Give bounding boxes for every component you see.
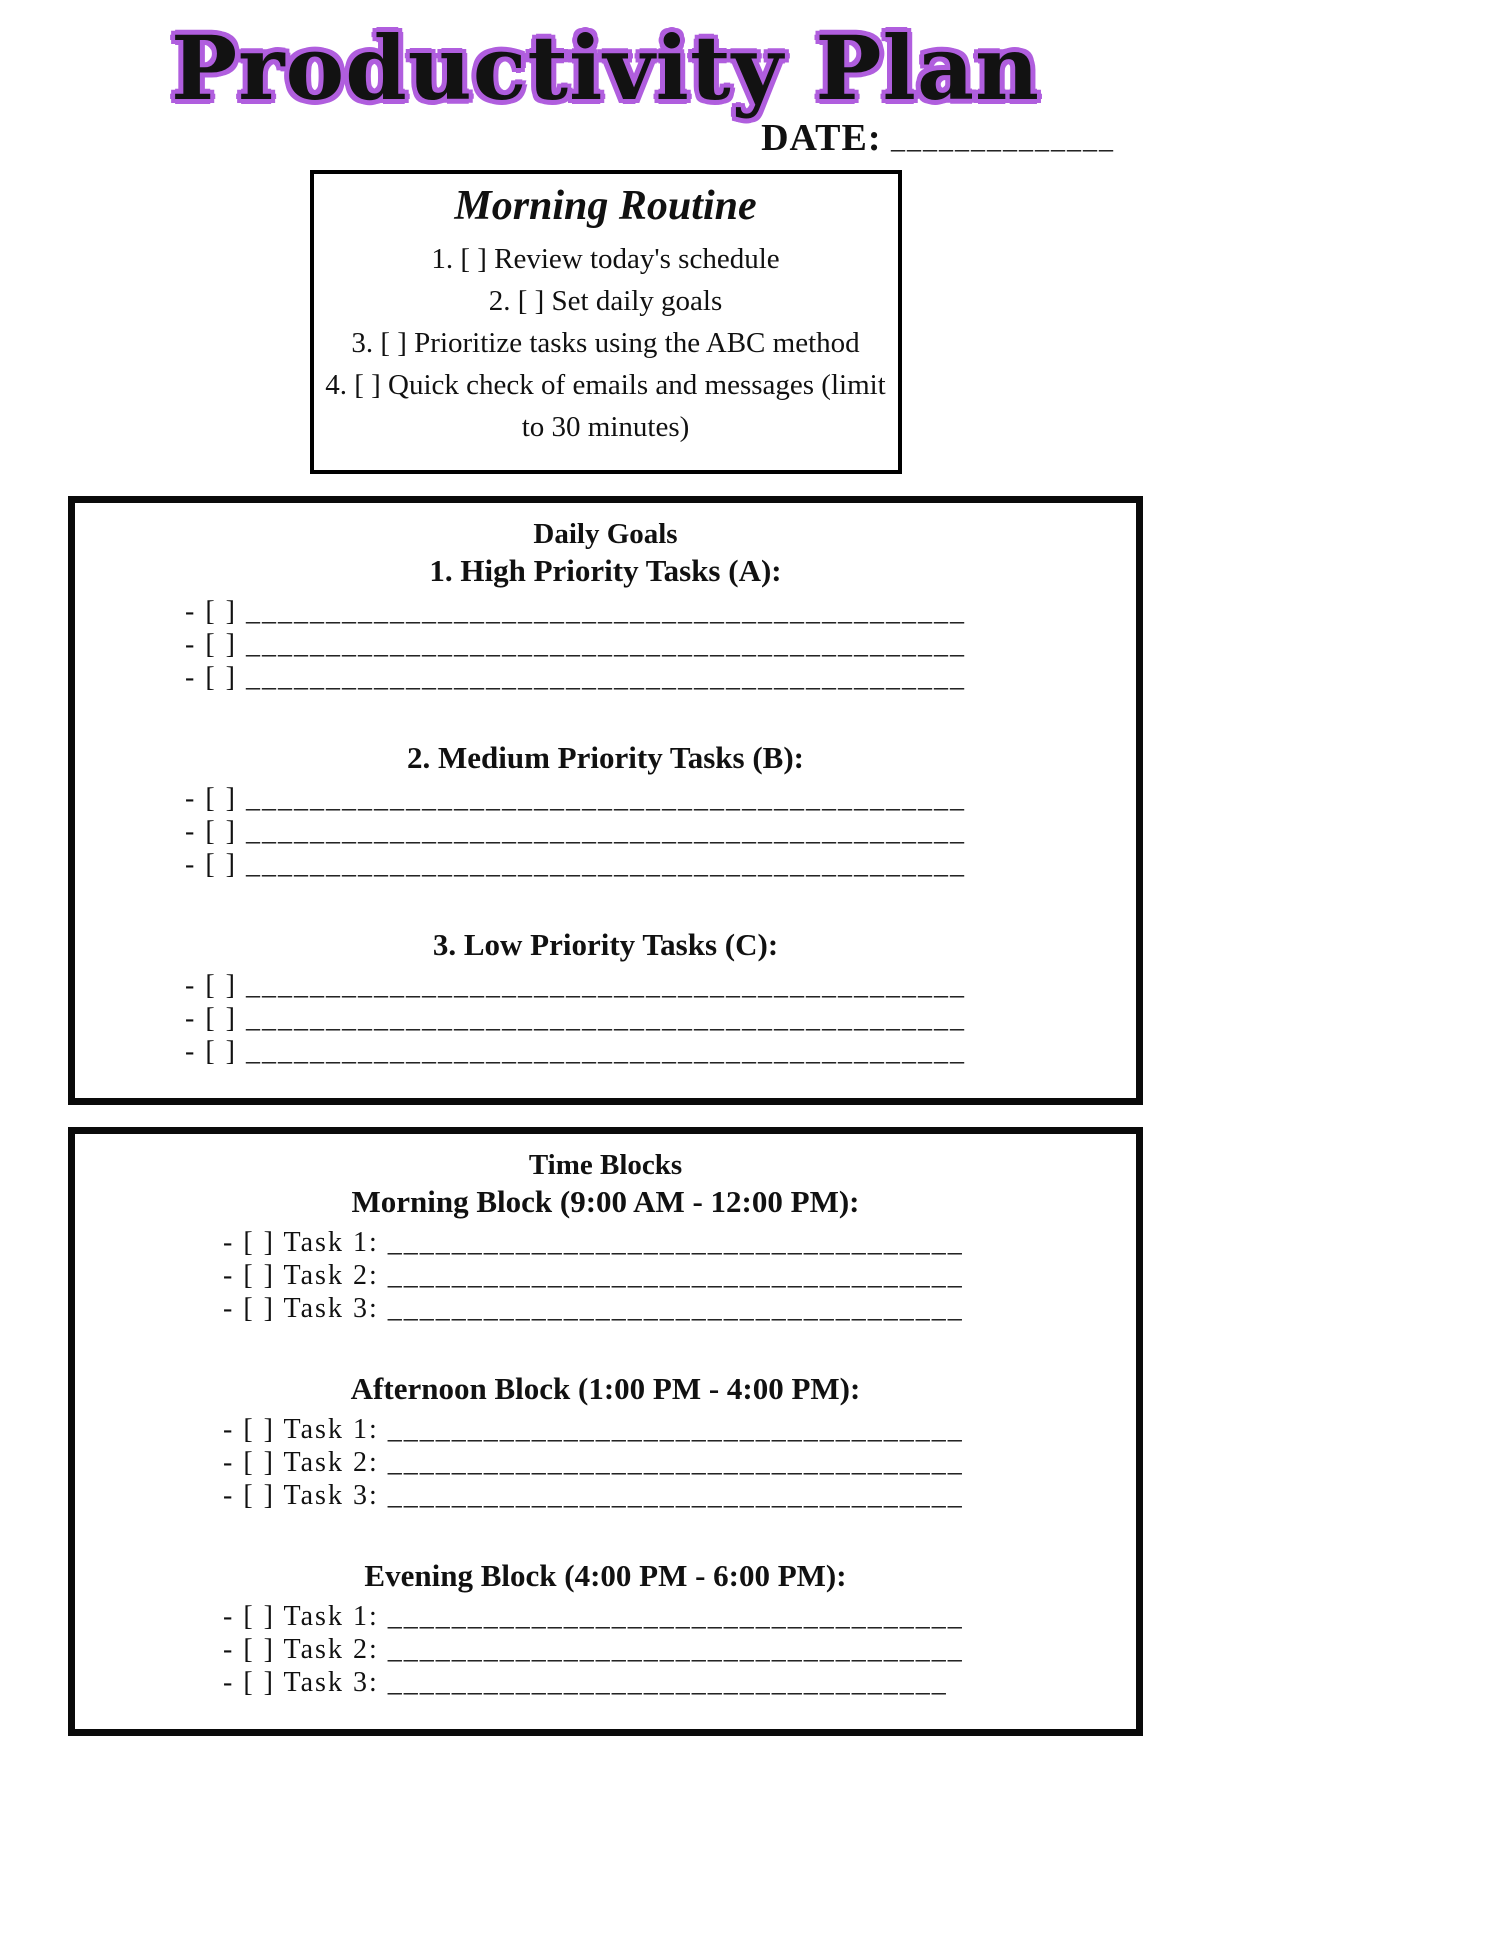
time-blocks-box <box>68 1127 1143 1736</box>
morning-routine-box <box>310 170 902 474</box>
morning-block-tasks <box>75 1226 1136 1325</box>
checklist-line: - [ ] _____________________________________________ <box>185 662 966 693</box>
daily-goals-box <box>68 496 1143 1105</box>
checklist-line: - [ ] _____________________________________________ <box>185 596 966 627</box>
checklist-line: - [ ] _____________________________________________ <box>185 849 966 880</box>
evening-block-tasks <box>75 1600 1136 1699</box>
task-line: - [ ] Task 1: ____________________________________ <box>223 1601 964 1632</box>
low-priority-lines <box>75 969 1136 1068</box>
checklist-line: - [ ] _____________________________________________ <box>185 783 966 814</box>
evening-block-heading: Evening Block (4:00 PM - 6:00 PM): <box>364 1558 847 1593</box>
date-row <box>68 116 1143 160</box>
afternoon-block-tasks <box>75 1413 1136 1512</box>
morning-routine-item: 4. [ ] Quick check of emails and messages (limit to 30 minutes) <box>325 369 886 443</box>
task-line: - [ ] Task 3: ___________________________________ <box>223 1667 948 1698</box>
date-fill-line: ______________ <box>891 124 1115 155</box>
checklist-line: - [ ] _____________________________________________ <box>185 816 966 847</box>
page-content <box>68 0 1143 1736</box>
time-blocks-title: Time Blocks <box>528 1149 683 1181</box>
date-label: DATE: <box>761 117 882 159</box>
daily-goals-title: Daily Goals <box>533 518 678 550</box>
morning-block-heading: Morning Block (9:00 AM - 12:00 PM): <box>351 1184 860 1219</box>
checklist-line: - [ ] _____________________________________________ <box>185 629 966 660</box>
checklist-line: - [ ] _____________________________________________ <box>185 1003 966 1034</box>
task-line: - [ ] Task 1: ____________________________________ <box>223 1414 964 1445</box>
morning-routine-item: 3. [ ] Prioritize tasks using the ABC method <box>351 327 860 359</box>
page-title: Productivity Plan <box>171 16 1040 120</box>
morning-routine-item: 2. [ ] Set daily goals <box>488 285 723 317</box>
task-line: - [ ] Task 1: ____________________________________ <box>223 1227 964 1258</box>
task-line: - [ ] Task 2: ____________________________________ <box>223 1447 964 1478</box>
medium-priority-heading: 2. Medium Priority Tasks (B): <box>407 740 804 775</box>
morning-routine-item: 1. [ ] Review today's schedule <box>431 243 780 275</box>
checklist-line: - [ ] _____________________________________________ <box>185 970 966 1001</box>
medium-priority-lines <box>75 782 1136 881</box>
high-priority-lines <box>75 595 1136 694</box>
task-line: - [ ] Task 3: ____________________________________ <box>223 1293 964 1324</box>
high-priority-heading: 1. High Priority Tasks (A): <box>429 553 782 588</box>
task-line: - [ ] Task 3: ____________________________________ <box>223 1480 964 1511</box>
checklist-line: - [ ] _____________________________________________ <box>185 1036 966 1067</box>
low-priority-heading: 3. Low Priority Tasks (C): <box>432 927 779 962</box>
afternoon-block-heading: Afternoon Block (1:00 PM - 4:00 PM): <box>350 1371 861 1406</box>
task-line: - [ ] Task 2: ____________________________________ <box>223 1634 964 1665</box>
morning-routine-title: Morning Routine <box>454 183 757 229</box>
task-line: - [ ] Task 2: ____________________________________ <box>223 1260 964 1291</box>
